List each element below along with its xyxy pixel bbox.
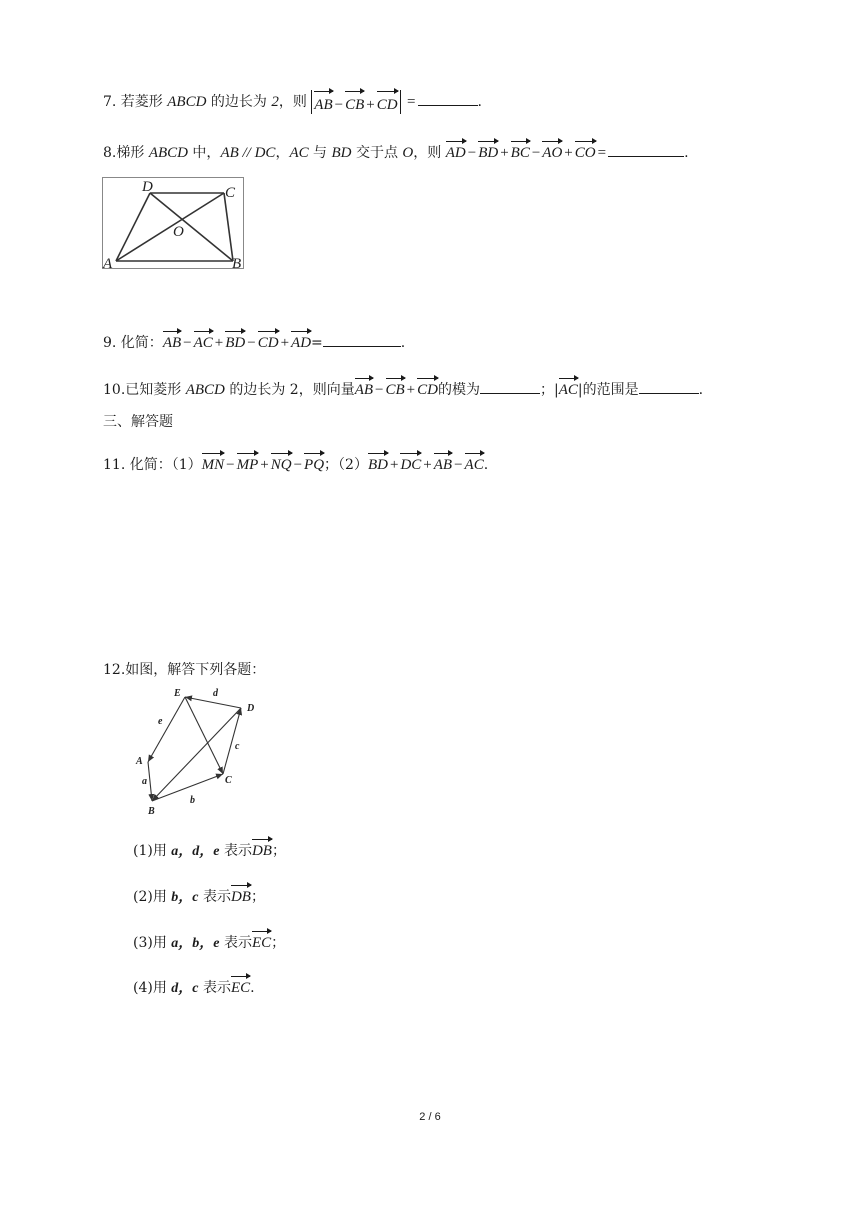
q12-p4-end: . xyxy=(250,980,255,996)
q10-vec-3: CD xyxy=(417,377,438,400)
point-c-label: C xyxy=(225,775,232,786)
q10-answer-blank-2[interactable] xyxy=(639,381,699,394)
edge-e-label: e xyxy=(158,716,163,727)
q12-p3-a: (3)用 xyxy=(133,935,172,951)
q11-vec-3: NQ xyxy=(271,452,292,475)
q9-vec-3: BD xyxy=(225,330,245,353)
q11-vec-6: DC xyxy=(400,452,421,475)
q10-vec-2: CB xyxy=(386,377,405,400)
q8-t2: ， xyxy=(275,145,290,161)
q8-bd: BD xyxy=(331,145,352,161)
vector-ec xyxy=(185,697,223,774)
q7-mid: 的边长为 xyxy=(206,94,272,110)
q12-p3-vec: EC xyxy=(252,930,271,953)
q10-vec-4: AC xyxy=(559,377,578,400)
question-12-part-4 xyxy=(133,975,255,999)
q8-eq: = xyxy=(597,145,607,161)
q12-p3-end: ； xyxy=(271,935,286,951)
q11-vec-7: AB xyxy=(434,452,452,475)
q8-op-3: − xyxy=(531,145,541,161)
edge-c-label: c xyxy=(235,741,240,752)
label-a: A xyxy=(103,256,113,269)
q10-answer-blank-1[interactable] xyxy=(480,381,540,394)
vector-e xyxy=(148,697,185,762)
label-d: D xyxy=(142,179,153,195)
vector-pentagon-figure xyxy=(130,684,265,819)
question-12-part-3 xyxy=(133,930,285,954)
q11-prefix: 11. 化简：（1） xyxy=(103,457,202,473)
q11-vec-1: MN xyxy=(202,452,225,475)
q8-name: ABCD xyxy=(148,145,188,161)
q11-mid: ；（2） xyxy=(324,457,368,473)
q7-abs xyxy=(311,90,400,114)
q8-vec-5: CO xyxy=(575,140,596,163)
q10-op-2: + xyxy=(406,382,416,398)
q9-answer-blank[interactable] xyxy=(323,334,401,347)
q10-t3: 的范围是 xyxy=(582,382,639,398)
q8-prefix: 8.梯形 xyxy=(103,145,149,161)
q9-end: . xyxy=(400,335,406,351)
q11-op-4: + xyxy=(389,457,399,473)
q7-op-1: − xyxy=(334,97,344,113)
page-number: 2 / 6 xyxy=(419,1111,441,1123)
q8-t3: 与 xyxy=(308,145,332,161)
point-d-label: D xyxy=(247,703,255,714)
q12-p4-vec: EC xyxy=(231,975,250,998)
question-9 xyxy=(103,330,405,353)
edge-b-label: b xyxy=(190,795,195,806)
q7-op-2: + xyxy=(366,97,375,113)
q12-p1-b: 表示 xyxy=(219,843,252,859)
q9-op-4: + xyxy=(280,335,290,351)
q12-p3-vars: a，b，e xyxy=(171,936,220,951)
q12-p1-a: (1)用 xyxy=(133,843,172,859)
vector-a xyxy=(148,762,152,801)
q12-p2-b: 表示 xyxy=(198,889,231,905)
q8-vec-3: BC xyxy=(511,140,530,163)
q12-p3-b: 表示 xyxy=(219,935,252,951)
q8-vec-4: AO xyxy=(542,140,562,163)
q7-vec-2: CB xyxy=(345,90,364,117)
q11-op-2: + xyxy=(260,457,269,473)
question-12-part-2 xyxy=(133,884,265,908)
q7-vec-1: AB xyxy=(314,90,332,117)
q8-op-4: + xyxy=(564,145,573,161)
q12-p1-end: ； xyxy=(271,843,286,859)
q11-op-5: + xyxy=(423,457,432,473)
vector-b xyxy=(152,774,223,801)
q7-then: ，则 xyxy=(278,94,307,110)
q10-sep: ； xyxy=(539,382,554,398)
q8-vec-2: BD xyxy=(478,140,498,163)
question-8 xyxy=(103,140,689,163)
q7-eq: = xyxy=(407,94,416,110)
q8-t4: 交于点 xyxy=(351,145,403,161)
q7-val: 2 xyxy=(271,94,279,110)
label-c: C xyxy=(225,185,236,201)
vector-db xyxy=(152,708,241,801)
question-12-part-1 xyxy=(133,838,286,862)
q11-vec-8: AC xyxy=(465,452,484,475)
edge-d-label: d xyxy=(213,688,218,699)
q7-answer-blank[interactable] xyxy=(418,93,478,106)
q8-end: . xyxy=(684,145,689,161)
q9-op-3: − xyxy=(247,335,256,351)
q11-op-1: − xyxy=(226,457,235,473)
q8-op-1: − xyxy=(467,145,477,161)
q8-op-2: + xyxy=(500,145,509,161)
q9-vec-5: AD xyxy=(291,330,311,353)
q9-vec-1: AB xyxy=(163,330,181,353)
q8-o: O xyxy=(402,145,414,161)
q11-vec-2: MP xyxy=(237,452,259,475)
q10-prefix: 10.已知菱形 xyxy=(103,382,186,398)
q8-t1: 中， xyxy=(187,145,221,161)
q10-vec-1: AB xyxy=(355,377,373,400)
label-o: O xyxy=(173,224,184,240)
q11-vec-4: PQ xyxy=(304,452,324,475)
q9-vec-4: CD xyxy=(258,330,279,353)
q8-parallel: AB // DC xyxy=(220,145,276,161)
q12-p2-vec: DB xyxy=(231,884,251,907)
question-11 xyxy=(103,452,488,475)
trapezoid-figure xyxy=(102,177,244,269)
figure-frame xyxy=(103,178,244,269)
q12-p2-vars: b，c xyxy=(171,890,199,905)
q7-prefix: 7. 若菱形 xyxy=(103,94,168,110)
q12-p4-a: (4)用 xyxy=(133,980,172,996)
q11-vec-5: BD xyxy=(368,452,388,475)
q7-name: ABCD xyxy=(167,94,207,110)
q10-name: ABCD xyxy=(185,382,225,398)
q10-end: . xyxy=(698,382,704,398)
q9-prefix: 9. 化简： xyxy=(103,335,163,351)
q8-ac: AC xyxy=(289,145,309,161)
q7-end: . xyxy=(477,94,482,110)
q9-op-2: + xyxy=(214,335,224,351)
label-b: B xyxy=(232,256,242,269)
point-e-label: E xyxy=(174,688,181,699)
q12-p4-b: 表示 xyxy=(198,980,231,996)
q12-p2-a: (2)用 xyxy=(133,889,172,905)
q10-t2: 的模为 xyxy=(437,382,480,398)
question-7 xyxy=(103,90,482,114)
q8-vec-1: AD xyxy=(446,140,466,163)
q11-end: . xyxy=(483,457,489,473)
question-10: 10.已知菱形 ABCD 的边长为 2，则向量AB − CB + CD的模为 ；|AC|的范围是 . xyxy=(103,377,703,400)
q12-p1-vars: a，d，e xyxy=(171,844,220,859)
q12-p1-vec: DB xyxy=(252,838,272,861)
q7-vec-3: CD xyxy=(377,90,398,117)
q8-answer-blank[interactable] xyxy=(608,144,684,157)
q9-vec-2: AC xyxy=(194,330,213,353)
section-3-header: 三、解答题 xyxy=(103,414,173,430)
q12-p2-end: ； xyxy=(250,889,265,905)
edge-a-label: a xyxy=(142,776,147,787)
question-12-title: 12.如图，解答下列各题： xyxy=(103,662,266,678)
q10-t1: 的边长为 2，则向量 xyxy=(224,382,355,398)
point-a-label: A xyxy=(136,756,143,767)
q11-op-3: − xyxy=(293,457,303,473)
q11-op-6: − xyxy=(454,457,463,473)
q12-p4-vars: d，c xyxy=(171,981,199,996)
q10-op-1: − xyxy=(375,382,384,398)
point-b-label: B xyxy=(148,806,155,817)
q9-eq: = xyxy=(311,335,323,351)
q9-op-1: − xyxy=(183,335,192,351)
q8-t5: ，则 xyxy=(413,145,446,161)
